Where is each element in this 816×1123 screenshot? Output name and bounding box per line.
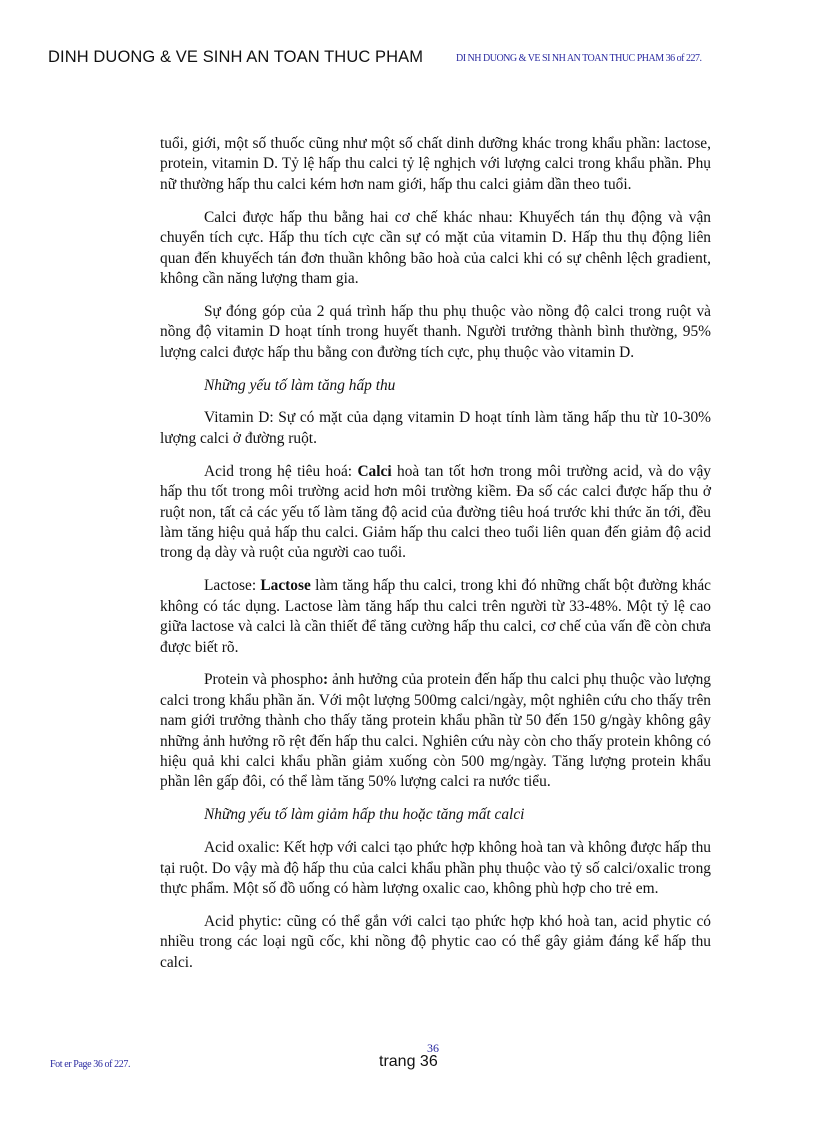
paragraph-phytic: Acid phytic: cũng có thể gắn với calci tạo phức hợp khó hoà tan, acid phytic có nhiều trong các loại ngũ cốc, khi nồng độ phytic cao có thể gây giảm đáng kể hấp thu calci.: [160, 913, 711, 971]
term-colon: :: [323, 671, 329, 689]
paragraph-acid: [160, 462, 711, 564]
paragraph-protein: [160, 670, 711, 792]
paragraph-3: Sự đóng góp của 2 quá trình hấp thu phụ thuộc vào nồng độ calci trong ruột và nồng độ vitamin D hoạt tính trong huyết thanh. Người trưởng thành bình thường, 95% lượng calci được hấp thu bằng con đường tích cực, phụ thuộc vào vitamin D.: [160, 302, 711, 361]
paragraph-lactose-intro: Lactose:: [204, 577, 261, 595]
paragraph-protein-intro: Protein và phospho: [204, 671, 324, 689]
term-lactose: Lactose: [260, 577, 311, 595]
page-label: trang 36: [379, 1053, 438, 1070]
section-heading-increase-absorption: Những yếu tố làm tăng hấp thu: [204, 376, 396, 394]
paragraph-1: tuổi, giới, một số thuốc cũng như một số chất dinh dưỡng khác trong khẩu phần: lactose, protein, vitamin D. Tỷ lệ hấp thu calci tỷ lệ nghịch với lượng calci trong khẩu phần. Phụ nữ thường hấp thu calci kém hơn nam giới, hấp thu calci giảm dần theo tuổi.: [160, 135, 711, 193]
paragraph-lactose-text: làm tăng hấp thu calci, trong khi đó những chất bột đường khác không có tác dụng. Lactose làm tăng hấp thu calci trên người từ 33-48%. Một tỷ lệ cao giữa lactose và calci là cần thiết để tăng cường hấp thu calci, cơ chế của vấn đề còn chưa được biết rõ.: [160, 577, 712, 656]
section-heading-decrease-absorption: Những yếu tố làm giảm hấp thu hoặc tăng mất calci: [204, 806, 525, 824]
paragraph-vitamin-d: Vitamin D: Sự có mặt của dạng vitamin D hoạt tính làm tăng hấp thu từ 10-30% lượng calci ở đường ruột.: [160, 409, 711, 447]
paragraph-2: Calci được hấp thu bằng hai cơ chế khác nhau: Khuyếch tán thụ động và vận chuyển tích cực. Hấp thu tích cực cần sự có mặt của vitamin D. Hấp thu thụ động liên quan đến khuyếch tán đơn thuần không bão hoà của calci khi có sự chênh lệch gradient, không cần năng lượng tham gia.: [160, 208, 711, 287]
paragraph-protein-text: ảnh hưởng của protein đến hấp thu calci phụ thuộc vào lượng calci trong khẩu phần ăn. Với một lượng 500mg calci/ngày, một nghiên cứu cho thấy trên nam giới trưởng thành cho thấy tăng protein khẩu phần từ 50 đến 150 g/ngày không gây những ảnh hưởng rõ rệt đến hấp thu calci. Nghiên cứu này còn cho thấy protein không có hiệu quả khi calci khẩu phần giảm xuống còn 500 mg/ngày. Tăng lượng protein khẩu phần lên gấp đôi, có thể làm tăng 50% lượng calci ra nước tiểu.: [160, 671, 711, 791]
running-header-page-ref: DI NH DUONG & VE SI NH AN TOAN THUC PHAM 36 of 227.: [456, 53, 702, 64]
document-body: [160, 134, 711, 986]
footer-page-ref: Fot er Page 36 of 227.: [50, 1059, 131, 1070]
term-calci: Calci: [357, 462, 392, 480]
paragraph-lactose: [160, 576, 711, 658]
paragraph-acid-text: hoà tan tốt hơn trong môi trường acid, và do vậy hấp thu tốt trong môi trường acid hơn môi trường kiềm. Đa số các calci được hấp thu ở ruột non, tất cả các yếu tố làm tăng độ acid của đường tiêu hoá trước khi thức ăn tới, đều làm tăng hiệu quả hấp thu calci. Giảm hấp thu calci theo tuổi liên quan đến giảm độ acid trong dạ dày và ruột của người cao tuổi.: [160, 462, 711, 562]
page-number: 36: [427, 1041, 439, 1055]
running-header-title: DINH DUONG & VE SINH AN TOAN THUC PHAM: [48, 48, 424, 66]
paragraph-acid-intro: Acid trong hệ tiêu hoá:: [204, 462, 358, 480]
paragraph-oxalic: Acid oxalic: Kết hợp với calci tạo phức hợp không hoà tan và không được hấp thu tại ruột. Do vậy mà độ hấp thu của calci khẩu phần phụ thuộc vào tỷ số calci/oxalic trong thực phẩm. Một số đồ uống có hàm lượng oxalic cao, không phù hợp cho trẻ em.: [160, 839, 711, 898]
